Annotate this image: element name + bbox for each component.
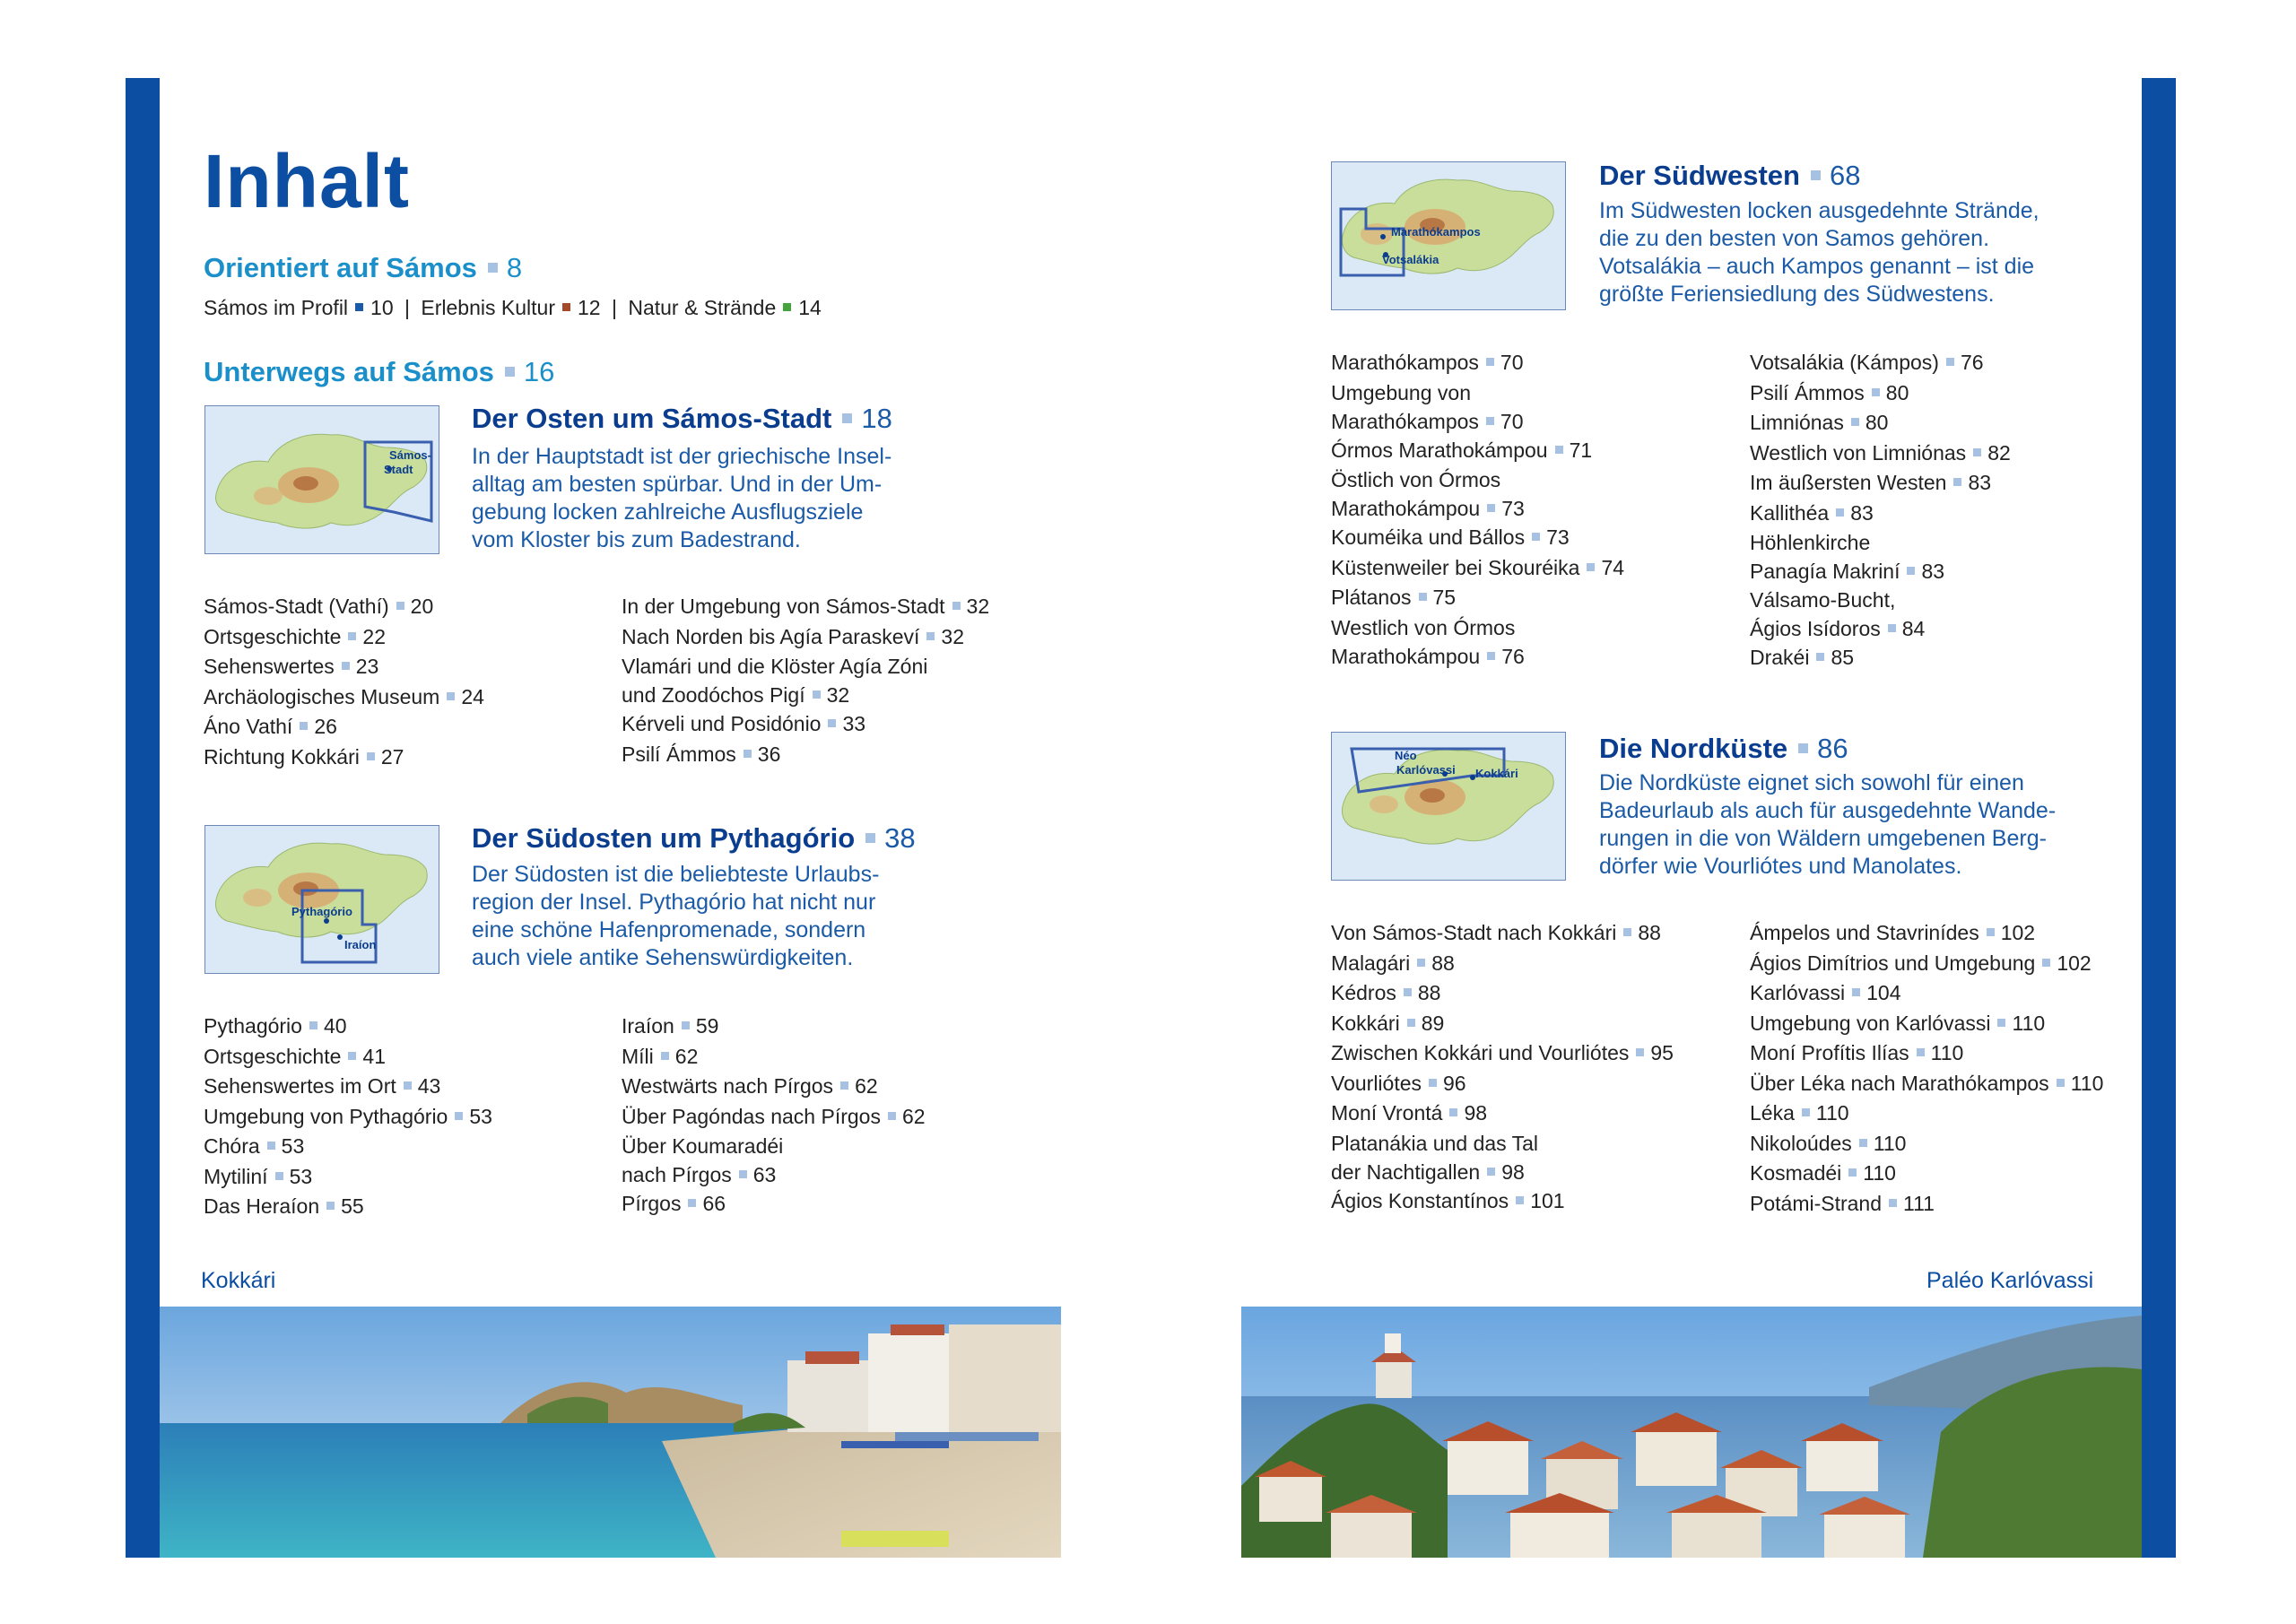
svg-text:Pythagório: Pythagório xyxy=(291,905,352,918)
svg-text:Iraíon: Iraíon xyxy=(344,938,377,951)
toc-entry[interactable]: Léka 110 xyxy=(1750,1101,1849,1125)
svg-text:Karlóvassi: Karlóvassi xyxy=(1396,763,1456,777)
toc-entry[interactable]: Votsalákia (Kámpos) 76 xyxy=(1750,351,1984,374)
toc-entry[interactable]: Umgebung von Karlóvassi 110 xyxy=(1750,1011,2046,1035)
sub-profil[interactable]: Sámos im Profil 10 xyxy=(204,296,394,319)
toc-entry[interactable]: Vlamári und die Klöster Agía Zóni und Zoodóchos Pigí 32 xyxy=(622,655,928,707)
toc-entry[interactable]: Sehenswertes im Ort 43 xyxy=(204,1074,441,1098)
toc-entry[interactable]: Umgebung von Marathókampos 70 xyxy=(1331,380,1524,433)
toc-suedwesten-left xyxy=(1331,348,1624,671)
svg-text:Stadt: Stadt xyxy=(384,463,413,476)
section-unterwegs[interactable]: Unterwegs auf Sámos 16 xyxy=(204,356,555,387)
map-osten xyxy=(204,405,439,554)
toc-entry[interactable]: Westwärts nach Pírgos 62 xyxy=(622,1074,878,1098)
toc-entry[interactable]: Órmos Marathokámpou 71 xyxy=(1331,438,1593,462)
map-suedwesten xyxy=(1331,161,1566,310)
toc-entry[interactable]: Mytiliní 53 xyxy=(204,1164,313,1188)
toc-entry[interactable]: Kérveli und Posidónio 33 xyxy=(622,712,866,735)
toc-entry[interactable]: Kouméika und Bállos 73 xyxy=(1331,525,1570,549)
toc-suedosten-right xyxy=(622,1012,926,1220)
sub-kultur[interactable]: Erlebnis Kultur 12 xyxy=(421,296,601,319)
toc-suedwesten-right xyxy=(1750,348,2011,673)
photo-kokkari-beach xyxy=(160,1307,1061,1558)
toc-entry[interactable]: Ágios Konstantínos 101 xyxy=(1331,1188,1565,1212)
sub-natur[interactable]: Natur & Strände 14 xyxy=(628,296,822,319)
section-orientiert[interactable]: Orientiert auf Sámos 8 xyxy=(204,252,523,283)
toc-entry[interactable]: Vourliótes 96 xyxy=(1331,1071,1466,1095)
toc-entry[interactable]: Umgebung von Pythagório 53 xyxy=(204,1104,492,1128)
toc-entry[interactable]: Westlich von Órmos Marathokámpou 76 xyxy=(1331,615,1525,668)
toc-entry[interactable]: Moní Profítis Ilías 110 xyxy=(1750,1041,1964,1064)
toc-entry[interactable]: Kallithéa 83 xyxy=(1750,500,1874,525)
toc-entry[interactable]: Iraíon 59 xyxy=(622,1014,719,1038)
photo-caption-right: Paléo Karlóvassi xyxy=(1926,1268,2094,1293)
toc-entry[interactable]: Nach Norden bis Agía Paraskeví 32 xyxy=(622,624,964,648)
svg-text:Néo: Néo xyxy=(1395,749,1417,762)
toc-entry[interactable]: Potámi-Strand 111 xyxy=(1750,1191,1935,1215)
toc-entry[interactable]: Sámos-Stadt (Vathí) 20 xyxy=(204,595,434,618)
right-page-edge-bar xyxy=(2142,78,2176,1558)
toc-nordkueste-left xyxy=(1331,918,1674,1216)
toc-entry[interactable]: Psilí Ámmos 36 xyxy=(622,742,781,766)
toc-entry[interactable]: Über Léka nach Marathókampos 110 xyxy=(1750,1071,2104,1095)
toc-entry[interactable]: Von Sámos-Stadt nach Kokkári 88 xyxy=(1331,921,1661,944)
region-nordkueste-title[interactable]: Die Nordküste 86 xyxy=(1599,733,1848,764)
photo-caption-left: Kokkári xyxy=(201,1268,276,1293)
toc-entry[interactable]: In der Umgebung von Sámos-Stadt 32 xyxy=(622,595,990,618)
toc-entry[interactable]: Áno Vathí 26 xyxy=(204,715,337,738)
toc-osten-right xyxy=(622,592,989,769)
toc-entry[interactable]: Ámpelos und Stavrinídes 102 xyxy=(1750,921,2036,944)
toc-entry[interactable]: Moní Vrontá 98 xyxy=(1331,1101,1488,1125)
toc-entry[interactable]: Pythagório 40 xyxy=(204,1014,347,1038)
toc-entry[interactable]: Östlich von Órmos Marathokámpou 73 xyxy=(1331,468,1525,520)
toc-osten-left xyxy=(204,592,484,772)
toc-entry[interactable]: Malagári 88 xyxy=(1331,951,1455,975)
toc-entry[interactable]: Kokkári 89 xyxy=(1331,1011,1445,1035)
toc-entry[interactable]: Küstenweiler bei Skouréika 74 xyxy=(1331,555,1625,579)
toc-entry[interactable]: Richtung Kokkári 27 xyxy=(204,744,404,769)
toc-suedosten-left xyxy=(204,1012,492,1222)
map-nordkueste xyxy=(1331,732,1566,881)
toc-entry[interactable]: Kédros 88 xyxy=(1331,981,1441,1004)
toc-entry[interactable]: Kosmadéi 110 xyxy=(1750,1161,1896,1185)
toc-entry[interactable]: Limniónas 80 xyxy=(1750,411,1889,434)
toc-entry[interactable]: Psilí Ámmos 80 xyxy=(1750,380,1909,404)
toc-entry[interactable]: Karlóvassi 104 xyxy=(1750,981,1901,1004)
toc-entry[interactable]: Ortsgeschichte 41 xyxy=(204,1044,386,1068)
toc-entry[interactable]: Ágios Dimítrios und Umgebung 102 xyxy=(1750,951,2092,975)
map-label-samos: Sámos- xyxy=(389,448,431,462)
toc-entry[interactable]: Höhlenkirche Panagía Makriní 83 xyxy=(1750,531,1945,583)
toc-entry[interactable]: Válsamo-Bucht, Ágios Isídoros 84 xyxy=(1750,588,1926,640)
toc-entry[interactable]: Westlich von Limniónas 82 xyxy=(1750,440,2011,465)
toc-entry[interactable]: Das Heraíon 55 xyxy=(204,1194,364,1218)
region-suedwesten-desc: Im Südwesten locken ausgedehnte Strände, die zu den besten von Samos gehören. Votsalákia – auch Kampos genannt – ist die größte Feriensiedlung des Südwestens. xyxy=(1599,198,2039,307)
orientiert-subsections: Sámos im Profil 10 | Erlebnis Kultur 12 | Natur & Strände 14 xyxy=(204,296,822,319)
toc-entry[interactable]: Archäologisches Museum 24 xyxy=(204,684,484,708)
toc-entry[interactable]: Drakéi 85 xyxy=(1750,646,1855,669)
toc-entry[interactable]: Míli 62 xyxy=(622,1044,699,1068)
toc-entry[interactable]: Über Koumaradéi nach Pírgos 63 xyxy=(622,1134,784,1186)
toc-entry[interactable]: Nikoloúdes 110 xyxy=(1750,1131,1907,1155)
left-page-edge-bar xyxy=(126,78,160,1558)
toc-nordkueste-right xyxy=(1750,918,2103,1219)
svg-text:Kokkári: Kokkári xyxy=(1475,767,1518,780)
photo-paleo-karlovassi xyxy=(1241,1307,2142,1558)
toc-entry[interactable]: Marathókampos 70 xyxy=(1331,351,1524,374)
toc-entry[interactable]: Im äußersten Westen 83 xyxy=(1750,471,1992,494)
page-title: Inhalt xyxy=(204,139,410,223)
region-osten-desc: In der Hauptstadt ist der griechische Insel- alltag am besten spürbar. Und in der Um- gebung locken zahlreiche Ausflugsziele vom Kloster bis zum Badestrand. xyxy=(472,444,892,552)
svg-text:Votsalákia: Votsalákia xyxy=(1382,253,1439,266)
region-suedwesten-title[interactable]: Der Südwesten 68 xyxy=(1599,160,1861,191)
toc-entry[interactable]: Zwischen Kokkári und Vourliótes 95 xyxy=(1331,1041,1674,1064)
toc-entry[interactable]: Plátanos 75 xyxy=(1331,586,1457,609)
svg-text:Marathókampos: Marathókampos xyxy=(1391,225,1481,239)
region-suedosten-title[interactable]: Der Südosten um Pythagório 38 xyxy=(472,822,916,854)
map-suedosten xyxy=(204,825,439,974)
region-osten-title[interactable]: Der Osten um Sámos-Stadt 18 xyxy=(472,403,892,434)
toc-entry[interactable]: Pírgos 66 xyxy=(622,1192,726,1215)
toc-entry[interactable]: Ortsgeschichte 22 xyxy=(204,624,386,648)
toc-entry[interactable]: Chóra 53 xyxy=(204,1134,305,1158)
region-suedosten-desc: Der Südosten ist die beliebteste Urlaubs- region der Insel. Pythagório hat nicht nur eine schöne Hafenpromenade, sondern auch viele antike Sehenswürdigkeiten. xyxy=(472,862,880,970)
region-nordkueste-desc: Die Nordküste eignet sich sowohl für einen Badeurlaub als auch für ausgedehnte Wande- rungen in die von Wäldern umgebenen Berg- dörfer wie Vourliótes und Manolates. xyxy=(1599,770,2057,879)
toc-entry[interactable]: Sehenswertes 23 xyxy=(204,655,379,678)
toc-entry[interactable]: Über Pagóndas nach Pírgos 62 xyxy=(622,1104,926,1128)
toc-entry[interactable]: Platanákia und das Tal der Nachtigallen 98 xyxy=(1331,1131,1539,1184)
